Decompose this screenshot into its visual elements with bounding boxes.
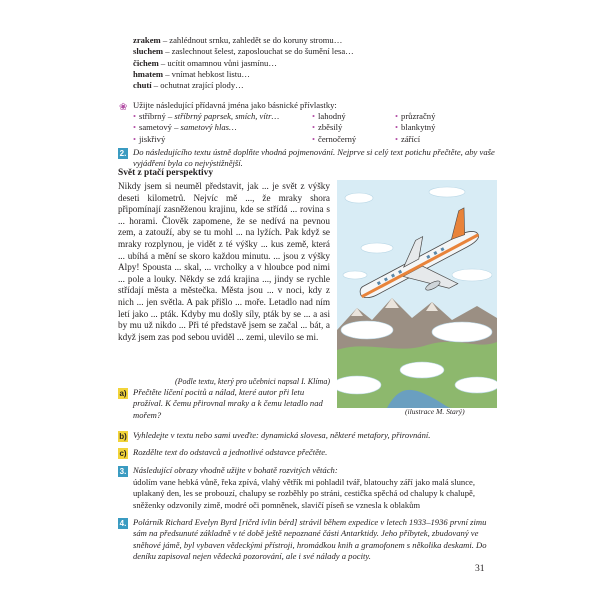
story-text: Nikdy jsem si neuměl představit, jak ... je svět z výšky deseti kilometrů. Nejvíc mě ..., že mraky shora připomínají zasněženou krajinu, kde se střídá ... rovina s ... horami. Člověk zapomene, že se nedívá na pevnou zem, a zatouží, aby se tu mohl ... na lyžích. Pak když se mraky rozplynou, je vidět z té výšky ... kus země, která ... ubíhá a mění se skoro každou minutu. ... jsou z výšky Alpy! Spousta ... skal, ... vrcholky a v hloubce pod nimi ... pole a louky. Někdy se zdá krajina ..., jindy se rychle střídají města a městečka. Města jsou ... v noci, kdy z nich ... jen světla. A pak přišlo ... moře. Letadlo nad ním letí jako ... pták. Kdyby mu došly síly, pták by se ... a asi by mu už nikdo ... Při té představě jsem se začal ... bát, a když jsem zas pod sebou uviděl ... zemi, ulevilo se mi. [118,181,330,342]
adjectives-intro: Užijte následující přídavná jména jako básnické přívlastky: [133,100,337,110]
subtask-b: Vyhledejte v textu nebo sami uveďte: dynamická slovesa, některé metafory, přirovnání. [133,430,431,440]
task-instruction: Polárník Richard Evelyn Byrd [ričrd ívlin bérd] strávil během expedice v letech 1933–1936 první zimu sám na předsunuté základně v té době ještě nepoznané části Antarktidy. Jeho příbytek, zbudovaný ve sněhové jámě, byl vybaven vědeckými přístroji, hromádkou knih a gramofonem s několika deskami. Do deníku zapisoval nejen vědecká pozorování, ale i své nálady a pocity. [133,517,487,561]
sense-line: zrakem – zahlédnout srnku, zahledět se do koruny stromu… [133,35,343,45]
adjective-item: • průzračný [395,111,435,122]
task-instruction: Do následujícího textu ústně doplňte vhodná pojmenování. Nejprve si celý text potichu přečtěte, aby vaše vyjádření byla co nejvýstižnější. [133,147,495,169]
subtask-c: Rozdělte text do odstavců a jednotlivé odstavce přečtěte. [133,447,328,457]
adjective-item: • černočerný [312,134,356,145]
sense-line: chutí – ochutnat zrající plody… [133,80,244,91]
airplane-illustration [337,180,497,408]
subtask-a: Přečtěte líčení pocitů a nálad, které autor při letu prožíval. K čemu přirovnal mraky a k čemu letadlo nad mořem? [133,387,323,420]
adjective-item: • blankytný [395,122,435,133]
subtask-letter-badge: a) [119,389,127,398]
adjective-item: • sametový – sametový hlas… [133,122,279,133]
adjectives-column-3 [395,111,435,145]
task-number-badge: 4. [119,519,127,528]
sense-line: čichem – ucítit omamnou vůni jasmínu… [133,57,277,68]
adjective-item: • lahodný [312,111,356,122]
adjective-item: • zběsilý [312,122,356,133]
task3-example-text: údolím vane hebká vůně, řeka zpívá, vlahý větřík mi pohladil tvář, blatouchy září jako malá slunce, uplakaný den, les se probouzí, chalupy se rozběhly po stráni, cestička spěchá od chalupy k chalupě, sněženky odzvonily zimě, modré oči pomněnek, slavičí píseň se vznesla k oblakům [133,477,475,510]
story-title: Svět z ptačí perspektivy [118,168,214,178]
task-number-badge: 2. [119,149,127,158]
story-source: (Podle textu, který pro učebnici napsal I. Klíma) [175,377,330,386]
flower-bullet-icon: ❀ [119,102,128,113]
adjective-item: • stříbrný – stříbrný paprsek, smích, vítr… [133,111,279,122]
illustration-credit: (ilustrace M. Starý) [405,407,465,416]
subtask-letter-badge: c) [119,449,127,458]
adjectives-column-2 [312,111,356,145]
adjective-item: • zářící [395,134,435,145]
task-instruction: Následující obrazy vhodně užijte v bohatě rozvitých větách: [133,465,338,475]
sense-line: hmatem – vnímat hebkost listu… [133,68,250,79]
senses-list [133,35,513,91]
adjectives-column-1 [133,111,279,145]
adjective-item: • jiskřivý [133,134,279,145]
page-number: 31 [475,563,485,574]
airplane-over-landscape-icon [337,180,497,408]
task-number-badge: 3. [119,467,127,476]
sense-line: sluchem – zaslechnout šelest, zaposlouchat se do šumění lesa… [133,46,354,57]
subtask-letter-badge: b) [119,432,127,441]
